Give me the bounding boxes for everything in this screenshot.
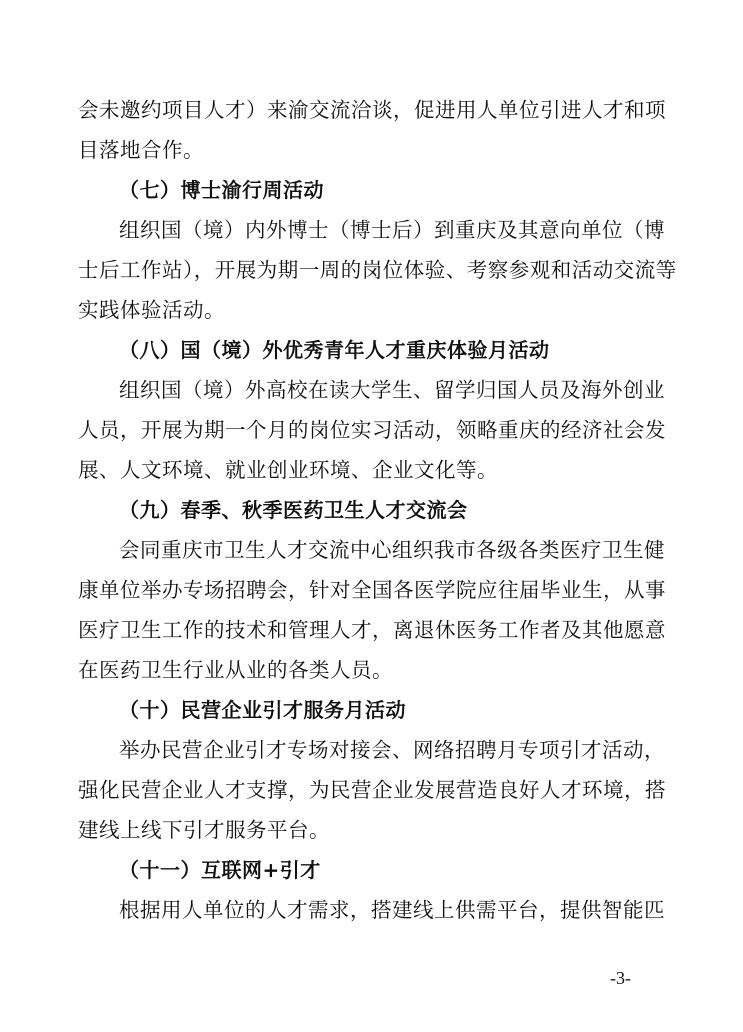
section-heading: （九）春季、秋季医药卫生人才交流会 — [119, 498, 468, 522]
body-line: 目落地合作。 — [78, 138, 204, 162]
body-line: 在医药卫生行业从业的各类人员。 — [78, 658, 393, 682]
body-line: 强化民营企业人才支撑，为民营企业发展营造良好人才环境，搭 — [78, 778, 666, 802]
body-line: 展、人文环境、就业创业环境、企业文化等。 — [78, 458, 498, 482]
body-line: 组织国（境）外高校在读大学生、留学归国人员及海外创业 — [119, 378, 665, 402]
body-line: 实践体验活动。 — [78, 298, 225, 322]
body-line: 根据用人单位的人才需求，搭建线上供需平台，提供智能匹 — [119, 898, 665, 922]
section-heading: （八）国（境）外优秀青年人才重庆体验月活动 — [119, 338, 550, 362]
section-heading: （七）博士渝行周活动 — [119, 178, 324, 202]
body-line: 康单位举办专场招聘会，针对全国各医学院应往届毕业生，从事 — [78, 578, 666, 602]
body-line: 建线上线下引才服务平台。 — [78, 818, 330, 842]
body-line: 医疗卫生工作的技术和管理人才，离退休医务工作者及其他愿意 — [78, 618, 666, 642]
body-line: 士后工作站），开展为期一周的岗位体验、考察参观和活动交流等 — [78, 258, 677, 282]
page-number: -3- — [610, 968, 631, 988]
body-line: 组织国（境）内外博士（博士后）到重庆及其意向单位（博 — [119, 218, 665, 242]
document-page — [78, 90, 677, 930]
body-line: 会同重庆市卫生人才交流中心组织我市各级各类医疗卫生健 — [119, 538, 665, 562]
body-line: 人员，开展为期一个月的岗位实习活动，领略重庆的经济社会发 — [78, 418, 666, 442]
section-heading: （十一）互联网+引才 — [119, 858, 321, 882]
section-heading: （十）民营企业引才服务月活动 — [119, 698, 406, 722]
body-line: 会未邀约项目人才）来渝交流洽谈，促进用人单位引进人才和项 — [78, 98, 666, 122]
body-line: 举办民营企业引才专场对接会、网络招聘月专项引才活动， — [119, 738, 665, 762]
